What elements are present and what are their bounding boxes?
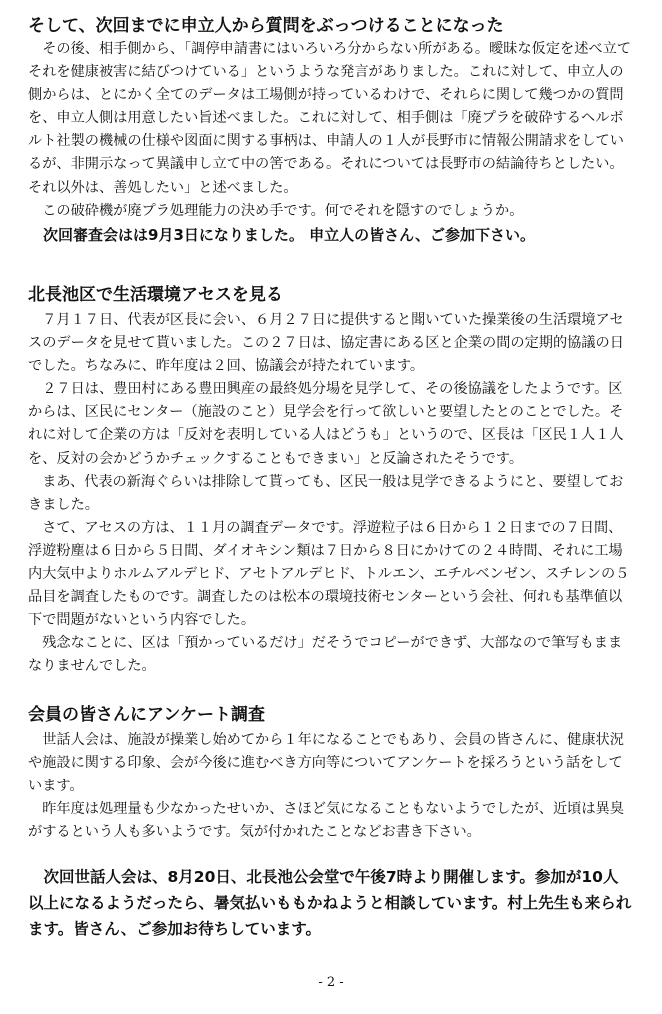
paragraph: ２７日は、豊田村にある豊田興産の最終処分場を見学して、その後協議をしたようです。区からは、区民にセンター（施設のこと）見学会を行って欲しいと要望したとのことでした。それに対して企業の方は「反対を表明している人はどうも」というので、区長は「区民１人１人を、反対の会かどうかチェックすることもできまい」と反論されたそうです。 [28, 381, 624, 467]
paragraph: 残念なことに、区は「預かっているだけ」だそうでコピーができず、大部なので筆写もままなりませんでした。 [28, 635, 623, 675]
section-heading-survey: 会員の皆さんにアンケート調査 [28, 705, 265, 725]
paragraph: 昨年度は処理量も少なかったせいか、さほど気になることもないようでしたが、近頃は異臭がするという人も多いようです。気が付かれたことなどお書き下さい。 [28, 801, 624, 841]
meeting-notice: 次回世話人会は、8月20日、北長池公会堂で午後7時より開催します。参加が10人以上になるようだったら、暑気払いももかねようと相談しています。村上先生も来られます。皆さん、ご参加お待ちしています。 [28, 868, 632, 938]
section-heading-next-questions: そして、次回までに申立人から質問をぶっつけることになった [28, 16, 504, 36]
section-body-mediation [28, 38, 632, 247]
closing-notice-block [28, 864, 632, 942]
section-heading-assessment: 北長池区で生活環境アセスを見る [28, 285, 283, 305]
page-number: - 2 - [318, 975, 344, 990]
section-body-survey [28, 729, 632, 844]
paragraph: まあ、代表の新海ぐらいは排除して貰っても、区民一般は見学できるようにと、要望しておきました。 [28, 473, 624, 513]
paragraph: この破砕機が廃プラ処理能力の決め手です。何でそれを隠すのでしょうか。 [42, 202, 524, 219]
hearing-notice: 次回審査会はは9月3日になりました。 申立人の皆さん、ご参加下さい。 [43, 225, 535, 244]
paragraph: ７月１７日、代表が区長に会い、６月２７日に提供すると聞いていた操業後の生活環境アセスのデータを見せて貰いました。この２７日は、協定書にある区と企業の間の定期的協議の日でした。ちなみに、昨年度は２回、協議会が持たれています。 [28, 312, 624, 375]
paragraph: さて、アセスの方は、１１月の調査データです。浮遊粒子は６日から１２日までの７日間、浮遊粉塵は６日から５日間、ダイオキシン類は７日から８日にかけての２４時間、それに工場内大気中よりホルムアルデヒド、アセトアルデヒド、トルエン、エチルベンゼン、スチレンの５品目を調査したものです。調査したのは松本の環境技術センターという会社、何れも基準値以下で問題がないという内容でした。 [28, 519, 630, 629]
section-body-assessment [28, 309, 632, 679]
paragraph: 世話人会は、施設が操業し始めてから１年になることでもあり、会員の皆さんに、健康状況や施設に関する印象、会が今後に進むべき方向等についてアンケートを採ろうという話をしています。 [28, 732, 624, 795]
paragraph: その後、相手側から、「調停申請書にはいろいろ分からない所がある。曖昧な仮定を述べ立てそれを健康被害に結びつけている」というような発言がありました。これに対して、申立人の側からは、とにかく全てのデータは工場側が持っているわけで、それらに関して幾つかの質問を、申立人側は用意したい旨述べました。これに対して、相手側は「廃プラを破砕するヘルボルト社製の機械の仕様や図面に関する事柄は、申請人の１人が長野市に情報公開請求をしているが、非開示なって異議申し立て中の筈である。それについては長野市の結論待ちとしたい。それ以外は、善処したい」と述べました。 [28, 41, 631, 196]
